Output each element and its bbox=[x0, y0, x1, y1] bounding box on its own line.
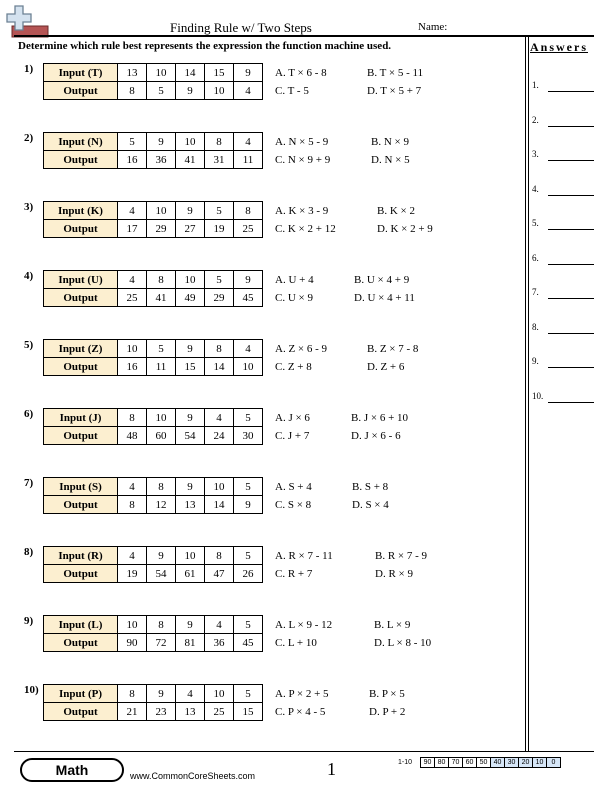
output-value: 14 bbox=[205, 496, 234, 514]
choice-d: D. J × 6 - 6 bbox=[351, 430, 401, 442]
output-value: 60 bbox=[147, 427, 176, 445]
input-value: 9 bbox=[176, 340, 205, 358]
function-table bbox=[43, 132, 263, 169]
output-value: 31 bbox=[205, 151, 234, 169]
choice-b: B. S + 8 bbox=[352, 481, 389, 493]
output-value: 10 bbox=[205, 82, 234, 100]
output-label: Output bbox=[44, 82, 118, 100]
output-value: 11 bbox=[147, 358, 176, 376]
score-cell: 0 bbox=[546, 757, 561, 768]
output-label: Output bbox=[44, 565, 118, 583]
output-value: 47 bbox=[205, 565, 234, 583]
output-value: 25 bbox=[205, 703, 234, 721]
problem-number: 4) bbox=[24, 270, 34, 282]
choice-d: D. T × 5 + 7 bbox=[367, 85, 422, 97]
choice-c: C. L + 10 bbox=[275, 637, 317, 649]
score-cell: 30 bbox=[504, 757, 519, 768]
score-table bbox=[421, 757, 561, 768]
input-label: Input (U) bbox=[44, 271, 118, 289]
function-table bbox=[43, 63, 263, 100]
output-row bbox=[44, 634, 263, 652]
input-value: 8 bbox=[205, 340, 234, 358]
output-value: 24 bbox=[205, 427, 234, 445]
output-row bbox=[44, 82, 263, 100]
output-label: Output bbox=[44, 427, 118, 445]
output-value: 54 bbox=[176, 427, 205, 445]
output-value: 15 bbox=[234, 703, 263, 721]
answer-slot bbox=[532, 184, 596, 196]
choice-a: A. S + 4 bbox=[275, 481, 312, 493]
score-cell: 80 bbox=[434, 757, 449, 768]
answer-number: 6. bbox=[532, 252, 539, 263]
input-value: 13 bbox=[118, 64, 147, 82]
input-row bbox=[44, 64, 263, 82]
output-value: 29 bbox=[147, 220, 176, 238]
output-value: 30 bbox=[234, 427, 263, 445]
output-row bbox=[44, 565, 263, 583]
answer-number: 9. bbox=[532, 356, 539, 366]
answer-slot bbox=[532, 253, 596, 265]
output-value: 5 bbox=[147, 82, 176, 100]
output-value: 45 bbox=[234, 634, 263, 652]
input-row bbox=[44, 202, 263, 220]
answer-number: 5. bbox=[532, 218, 539, 228]
output-value: 13 bbox=[176, 703, 205, 721]
problem-number: 8) bbox=[24, 546, 34, 558]
input-value: 10 bbox=[176, 133, 205, 151]
instructions: Determine which rule best represents the expression the function machine used. bbox=[18, 40, 392, 52]
choice-c: C. P × 4 - 5 bbox=[275, 706, 326, 718]
input-label: Input (N) bbox=[44, 133, 118, 151]
output-value: 45 bbox=[234, 289, 263, 307]
choice-b: B. U × 4 + 9 bbox=[354, 274, 410, 286]
input-value: 8 bbox=[205, 547, 234, 565]
choice-d: D. Z + 6 bbox=[367, 361, 405, 373]
problem-4 bbox=[14, 270, 514, 310]
output-value: 13 bbox=[176, 496, 205, 514]
output-value: 9 bbox=[176, 82, 205, 100]
choice-a: A. U + 4 bbox=[275, 274, 314, 286]
answer-number: 4. bbox=[532, 183, 539, 194]
output-label: Output bbox=[44, 703, 118, 721]
input-value: 9 bbox=[234, 64, 263, 82]
score-cell: 10 bbox=[532, 757, 547, 768]
subject-badge: Math bbox=[20, 758, 124, 782]
input-value: 10 bbox=[147, 202, 176, 220]
answer-number: 10. bbox=[532, 390, 544, 401]
output-row bbox=[44, 427, 263, 445]
output-row bbox=[44, 358, 263, 376]
input-label: Input (P) bbox=[44, 685, 118, 703]
input-label: Input (L) bbox=[44, 616, 118, 634]
problem-5 bbox=[14, 339, 514, 379]
output-label: Output bbox=[44, 289, 118, 307]
problem-number: 6) bbox=[24, 408, 34, 420]
output-value: 54 bbox=[147, 565, 176, 583]
output-value: 16 bbox=[118, 358, 147, 376]
output-value: 11 bbox=[234, 151, 263, 169]
problem-7 bbox=[14, 477, 514, 517]
problem-10 bbox=[14, 684, 514, 724]
choice-a: A. K × 3 - 9 bbox=[275, 205, 329, 217]
input-value: 5 bbox=[205, 202, 234, 220]
input-value: 9 bbox=[176, 409, 205, 427]
choice-c: C. N × 9 + 9 bbox=[275, 154, 331, 166]
answer-slot bbox=[532, 356, 596, 368]
header-divider bbox=[14, 35, 594, 37]
score-cell: 20 bbox=[518, 757, 533, 768]
choice-c: C. T - 5 bbox=[275, 85, 309, 97]
input-value: 4 bbox=[205, 616, 234, 634]
score-cell: 50 bbox=[476, 757, 491, 768]
choice-b: B. L × 9 bbox=[374, 619, 411, 631]
answer-slot bbox=[532, 322, 596, 334]
output-value: 4 bbox=[234, 82, 263, 100]
input-value: 8 bbox=[147, 478, 176, 496]
choice-a: A. Z × 6 - 9 bbox=[275, 343, 328, 355]
output-value: 19 bbox=[118, 565, 147, 583]
output-value: 36 bbox=[205, 634, 234, 652]
answer-number: 7. bbox=[532, 287, 539, 297]
input-value: 8 bbox=[147, 271, 176, 289]
output-value: 14 bbox=[205, 358, 234, 376]
input-value: 10 bbox=[147, 409, 176, 427]
input-value: 9 bbox=[147, 547, 176, 565]
choice-d: D. R × 9 bbox=[375, 568, 413, 580]
problem-number: 1) bbox=[24, 63, 34, 75]
input-row bbox=[44, 409, 263, 427]
input-value: 8 bbox=[234, 202, 263, 220]
input-label: Input (K) bbox=[44, 202, 118, 220]
problem-8 bbox=[14, 546, 514, 586]
input-value: 9 bbox=[176, 202, 205, 220]
function-table bbox=[43, 477, 263, 514]
input-value: 8 bbox=[118, 409, 147, 427]
choice-b: B. J × 6 + 10 bbox=[351, 412, 409, 424]
output-value: 16 bbox=[118, 151, 147, 169]
input-value: 5 bbox=[147, 340, 176, 358]
output-value: 36 bbox=[147, 151, 176, 169]
choice-a: A. R × 7 - 11 bbox=[275, 550, 333, 562]
output-row bbox=[44, 496, 263, 514]
answer-slot bbox=[532, 287, 596, 299]
output-row bbox=[44, 151, 263, 169]
choice-a: A. L × 9 - 12 bbox=[275, 619, 333, 631]
output-value: 26 bbox=[234, 565, 263, 583]
input-value: 9 bbox=[147, 685, 176, 703]
answer-blank[interactable] bbox=[548, 333, 594, 334]
output-label: Output bbox=[44, 358, 118, 376]
answer-slot bbox=[532, 115, 596, 127]
output-value: 29 bbox=[205, 289, 234, 307]
input-value: 4 bbox=[234, 340, 263, 358]
function-table bbox=[43, 546, 263, 583]
input-value: 14 bbox=[176, 64, 205, 82]
choice-d: D. L × 8 - 10 bbox=[374, 637, 432, 649]
choice-b: B. N × 9 bbox=[371, 136, 409, 148]
answer-number: 2. bbox=[532, 114, 539, 125]
site-url: www.CommonCoreSheets.com bbox=[130, 771, 256, 781]
output-value: 9 bbox=[234, 496, 263, 514]
problem-number: 10) bbox=[24, 684, 39, 696]
function-table bbox=[43, 339, 263, 376]
problem-number: 2) bbox=[24, 132, 34, 144]
output-value: 25 bbox=[118, 289, 147, 307]
input-value: 4 bbox=[118, 271, 147, 289]
input-value: 8 bbox=[205, 133, 234, 151]
input-value: 4 bbox=[118, 478, 147, 496]
input-row bbox=[44, 685, 263, 703]
answer-blank[interactable] bbox=[548, 367, 594, 368]
input-value: 10 bbox=[118, 616, 147, 634]
output-row bbox=[44, 220, 263, 238]
answer-blank[interactable] bbox=[548, 126, 594, 127]
output-value: 27 bbox=[176, 220, 205, 238]
input-value: 10 bbox=[176, 271, 205, 289]
answer-blank[interactable] bbox=[548, 91, 594, 92]
input-row bbox=[44, 616, 263, 634]
output-value: 15 bbox=[176, 358, 205, 376]
score-cell: 40 bbox=[490, 757, 505, 768]
choice-c: C. Z + 8 bbox=[275, 361, 312, 373]
choice-c: C. U × 9 bbox=[275, 292, 313, 304]
input-value: 10 bbox=[118, 340, 147, 358]
function-table bbox=[43, 270, 263, 307]
choice-b: B. K × 2 bbox=[377, 205, 415, 217]
input-value: 5 bbox=[234, 409, 263, 427]
output-label: Output bbox=[44, 634, 118, 652]
function-table bbox=[43, 408, 263, 445]
input-value: 4 bbox=[176, 685, 205, 703]
input-value: 9 bbox=[147, 133, 176, 151]
output-value: 49 bbox=[176, 289, 205, 307]
score-cell: 90 bbox=[420, 757, 435, 768]
problem-2 bbox=[14, 132, 514, 172]
function-table bbox=[43, 615, 263, 652]
answer-blank[interactable] bbox=[548, 264, 594, 265]
page-title: Finding Rule w/ Two Steps bbox=[170, 20, 312, 35]
function-table bbox=[43, 201, 263, 238]
problem-number: 7) bbox=[24, 477, 34, 489]
answer-slot bbox=[532, 80, 596, 92]
answer-slot bbox=[532, 218, 596, 230]
input-value: 8 bbox=[147, 616, 176, 634]
problem-number: 3) bbox=[24, 201, 34, 213]
function-table bbox=[43, 684, 263, 721]
input-value: 15 bbox=[205, 64, 234, 82]
answer-blank[interactable] bbox=[548, 402, 594, 403]
answers-divider-inner bbox=[528, 37, 529, 751]
choice-d: D. P + 2 bbox=[369, 706, 406, 718]
output-value: 17 bbox=[118, 220, 147, 238]
input-label: Input (R) bbox=[44, 547, 118, 565]
footer-divider bbox=[14, 751, 594, 752]
input-value: 4 bbox=[118, 547, 147, 565]
output-row bbox=[44, 703, 263, 721]
problem-3 bbox=[14, 201, 514, 241]
choice-b: B. P × 5 bbox=[369, 688, 405, 700]
input-value: 5 bbox=[118, 133, 147, 151]
choice-c: C. K × 2 + 12 bbox=[275, 223, 336, 235]
choice-b: B. T × 5 - 11 bbox=[367, 67, 424, 79]
answers-heading: Answers bbox=[530, 40, 588, 54]
page-number: 1 bbox=[327, 759, 336, 779]
output-value: 90 bbox=[118, 634, 147, 652]
input-value: 4 bbox=[205, 409, 234, 427]
input-value: 9 bbox=[176, 478, 205, 496]
output-value: 12 bbox=[147, 496, 176, 514]
problem-number: 9) bbox=[24, 615, 34, 627]
answer-blank[interactable] bbox=[548, 298, 594, 299]
output-value: 19 bbox=[205, 220, 234, 238]
input-label: Input (J) bbox=[44, 409, 118, 427]
answer-number: 1. bbox=[532, 80, 539, 90]
input-value: 10 bbox=[205, 685, 234, 703]
choice-c: C. R + 7 bbox=[275, 568, 313, 580]
problem-9 bbox=[14, 615, 514, 655]
input-row bbox=[44, 547, 263, 565]
output-value: 23 bbox=[147, 703, 176, 721]
input-value: 5 bbox=[234, 547, 263, 565]
input-value: 5 bbox=[234, 478, 263, 496]
output-value: 25 bbox=[234, 220, 263, 238]
input-label: Input (Z) bbox=[44, 340, 118, 358]
input-row bbox=[44, 133, 263, 151]
input-value: 5 bbox=[205, 271, 234, 289]
output-value: 41 bbox=[176, 151, 205, 169]
choice-a: A. N × 5 - 9 bbox=[275, 136, 329, 148]
choice-b: B. R × 7 - 9 bbox=[375, 550, 428, 562]
output-value: 10 bbox=[234, 358, 263, 376]
choice-b: B. Z × 7 - 8 bbox=[367, 343, 419, 355]
input-value: 5 bbox=[234, 616, 263, 634]
output-label: Output bbox=[44, 151, 118, 169]
choice-d: D. U × 4 + 11 bbox=[354, 292, 415, 304]
choice-d: D. K × 2 + 9 bbox=[377, 223, 433, 235]
answer-number: 8. bbox=[532, 321, 539, 332]
choice-c: C. J + 7 bbox=[275, 430, 310, 442]
answer-blank[interactable] bbox=[548, 229, 594, 230]
input-value: 10 bbox=[205, 478, 234, 496]
score-cell: 70 bbox=[448, 757, 463, 768]
input-value: 5 bbox=[234, 685, 263, 703]
input-row bbox=[44, 478, 263, 496]
input-value: 4 bbox=[118, 202, 147, 220]
score-range-label: 1-10 bbox=[398, 759, 413, 766]
choice-d: D. S × 4 bbox=[352, 499, 389, 511]
output-value: 8 bbox=[118, 82, 147, 100]
output-row bbox=[44, 289, 263, 307]
problem-number: 5) bbox=[24, 339, 34, 351]
input-value: 4 bbox=[234, 133, 263, 151]
input-value: 10 bbox=[176, 547, 205, 565]
input-row bbox=[44, 271, 263, 289]
input-value: 9 bbox=[234, 271, 263, 289]
answer-blank[interactable] bbox=[548, 160, 594, 161]
output-label: Output bbox=[44, 496, 118, 514]
problem-6 bbox=[14, 408, 514, 448]
answer-blank[interactable] bbox=[548, 195, 594, 196]
score-cell: 60 bbox=[462, 757, 477, 768]
output-value: 8 bbox=[118, 496, 147, 514]
input-value: 8 bbox=[118, 685, 147, 703]
answer-slot bbox=[532, 149, 596, 161]
input-label: Input (S) bbox=[44, 478, 118, 496]
input-row bbox=[44, 340, 263, 358]
output-value: 41 bbox=[147, 289, 176, 307]
output-label: Output bbox=[44, 220, 118, 238]
output-value: 48 bbox=[118, 427, 147, 445]
name-label: Name: bbox=[418, 21, 448, 33]
choice-a: A. P × 2 + 5 bbox=[275, 688, 329, 700]
output-value: 21 bbox=[118, 703, 147, 721]
choice-c: C. S × 8 bbox=[275, 499, 312, 511]
input-value: 10 bbox=[147, 64, 176, 82]
choice-a: A. J × 6 bbox=[275, 412, 310, 424]
choice-a: A. T × 6 - 8 bbox=[275, 67, 327, 79]
problem-1 bbox=[14, 63, 514, 103]
input-value: 9 bbox=[176, 616, 205, 634]
output-value: 72 bbox=[147, 634, 176, 652]
answer-slot bbox=[532, 391, 596, 403]
input-label: Input (T) bbox=[44, 64, 118, 82]
answer-number: 3. bbox=[532, 149, 539, 159]
output-value: 81 bbox=[176, 634, 205, 652]
output-value: 61 bbox=[176, 565, 205, 583]
answers-divider bbox=[525, 37, 526, 751]
choice-d: D. N × 5 bbox=[371, 154, 410, 166]
